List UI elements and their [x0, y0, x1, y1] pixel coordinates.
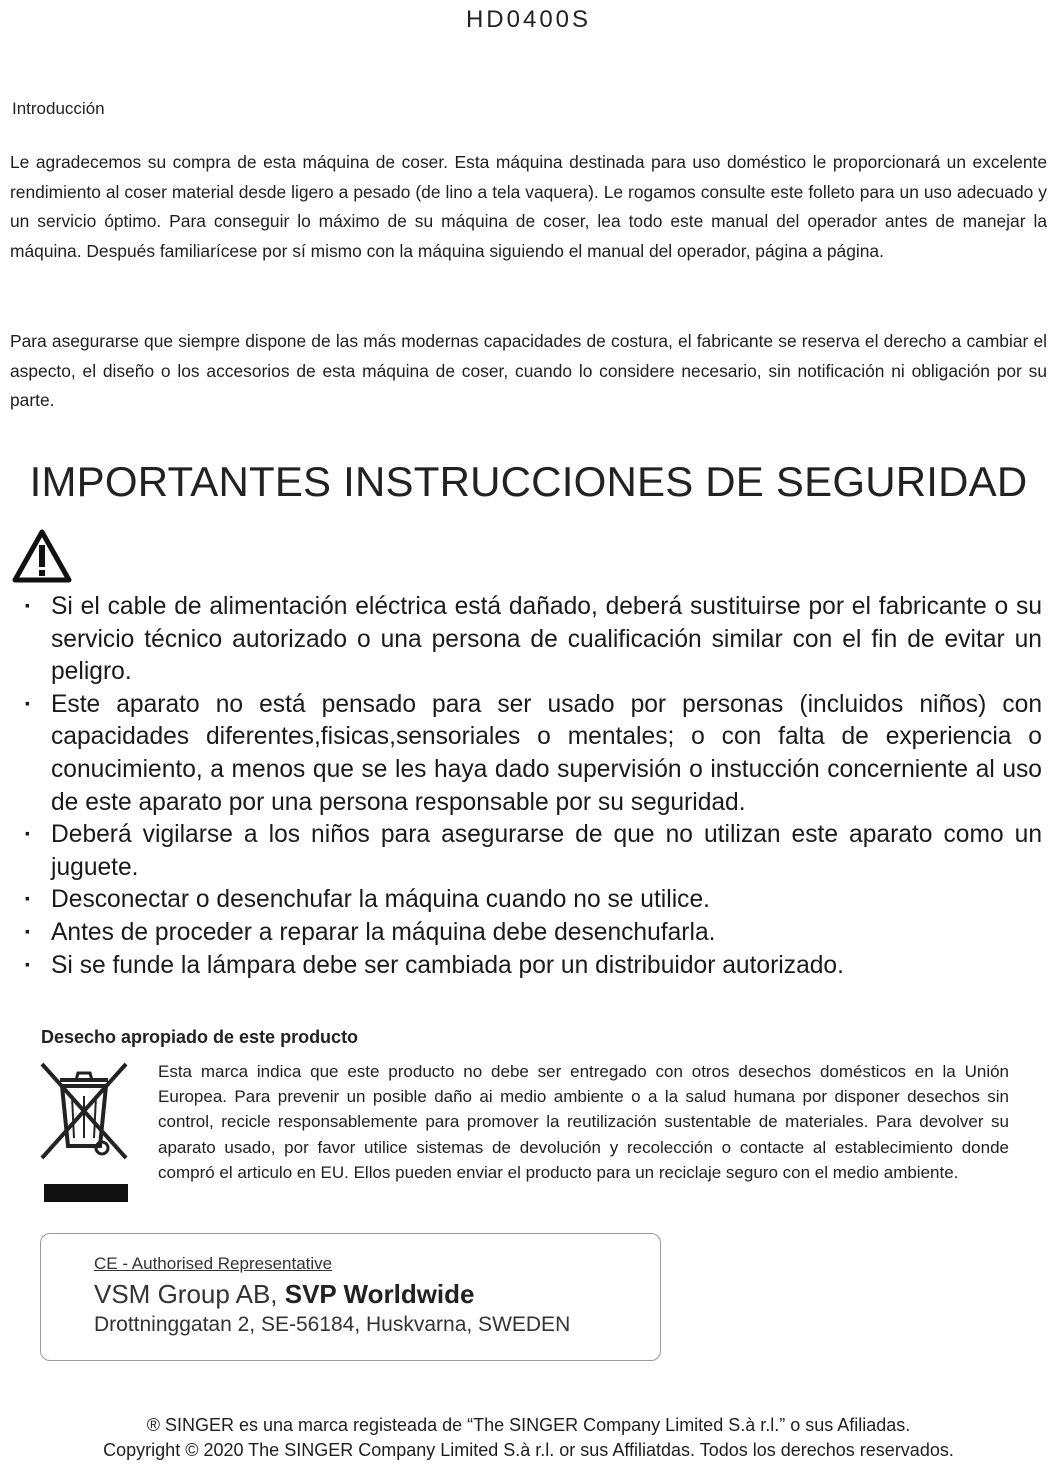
safety-item	[22, 884, 1042, 917]
safety-item	[22, 819, 1042, 884]
safety-title: IMPORTANTES INSTRUCCIONES DE SEGURIDAD	[29, 458, 1028, 505]
warning-triangle-icon	[11, 528, 73, 584]
safety-item	[22, 950, 1042, 983]
bullet-icon: ·	[24, 690, 32, 718]
footer-copyright: Copyright © 2020 The SINGER Company Limited S.à r.l. or sus Affiliatdas. Todos los derechos reservados.	[103, 1440, 954, 1460]
footer-trademark: ® SINGER es una marca registeada de “The SINGER Company Limited S.à r.l.” o sus Afiliadas.	[146, 1415, 911, 1435]
bullet-icon: ·	[24, 886, 32, 914]
disposal-heading: Desecho apropiado de este producto	[41, 1027, 359, 1047]
intro-paragraph-2: Para asegurarse que siempre dispone de las más modernas capacidades de costura, el fabricante se reserva el derecho a cambiar el aspecto, el diseño o los accesorios de esta máquina de coser, cuando lo considere necesario, sin notificación ni obligación por su parte.	[10, 331, 1047, 410]
model-number: HD0400S	[465, 6, 592, 33]
ce-company	[94, 1279, 475, 1310]
ce-company-prefix: VSM Group AB,	[94, 1279, 285, 1309]
safety-list	[22, 591, 1042, 982]
ce-company-bold: SVP Worldwide	[284, 1279, 475, 1309]
crossed-out-wheelie-bin-icon	[38, 1058, 130, 1206]
safety-item-text: Deberá vigilarse a los niños para asegurarse de que no utilizan este aparato como un juguete.	[51, 821, 1042, 881]
bullet-icon: ·	[24, 821, 32, 849]
safety-item-text: Desconectar o desenchufar la máquina cuando no se utilice.	[51, 886, 710, 914]
safety-item	[22, 591, 1042, 689]
bullet-icon: ·	[24, 951, 32, 979]
safety-item-text: Antes de proceder a reparar la máquina debe desenchufarla.	[51, 918, 716, 946]
safety-item	[22, 917, 1042, 950]
bullet-icon: ·	[24, 593, 32, 620]
safety-item	[22, 689, 1042, 819]
intro-heading: Introducción	[12, 99, 105, 118]
disposal-text: Esta marca indica que este producto no debe ser entregado con otros desechos domésticos en la Unión Europea. Para prevenir un posible daño ai medio ambiente o a la salud humana por disponer desechos sin control, recicle responsablemente para promover la reutilización sustentable de materiales. Para devolver su aparato usado, por favor utilice sistemas de devolución y recolección o contacte al establecimiento donde compró el articulo en EU. Ellos pueden enviar el producto para un reciclaje seguro con el medio ambiente.	[158, 1062, 1009, 1182]
ce-representative-box	[40, 1233, 661, 1361]
intro-paragraph-1: Le agradecemos su compra de esta máquina de coser. Esta máquina destinada para uso doméstico le proporcionará un excelente rendimiento al coser material desde ligero a pesado (de lino a tela vaquera). Le rogamos consulte este folleto para un uso adecuado y un servicio óptimo. Para conseguir lo máximo de su máquina de coser, lea todo este manual del operador antes de manejar la máquina. Después familiarícese por sí mismo con la máquina siguiendo el manual del operador, página a página.	[10, 152, 1047, 261]
ce-label: CE - Authorised Representative	[94, 1254, 333, 1273]
ce-address: Drottninggatan 2, SE-56184, Huskvarna, SWEDEN	[94, 1313, 571, 1336]
safety-item-text: Este aparato no está pensado para ser usado por personas (incluidos niños) con capacidades diferentes,fisicas,sensoriales o mentales; o con falta de experiencia o conucimiento, a menos que se les haya dado supervisión o instucción concerniente al uso de este aparato por una persona responsable por su seguridad.	[51, 690, 1042, 816]
safety-item-text: Si se funde la lámpara debe ser cambiada por un distribuidor autorizado.	[51, 951, 844, 979]
bullet-icon: ·	[24, 918, 32, 946]
footer	[0, 1413, 1057, 1463]
safety-item-text: Si el cable de alimentación eléctrica está dañado, deberá sustituirse por el fabricante o su servicio técnico autorizado o una persona de cualificación similar con el fin de evitar un peligro.	[51, 593, 1042, 686]
